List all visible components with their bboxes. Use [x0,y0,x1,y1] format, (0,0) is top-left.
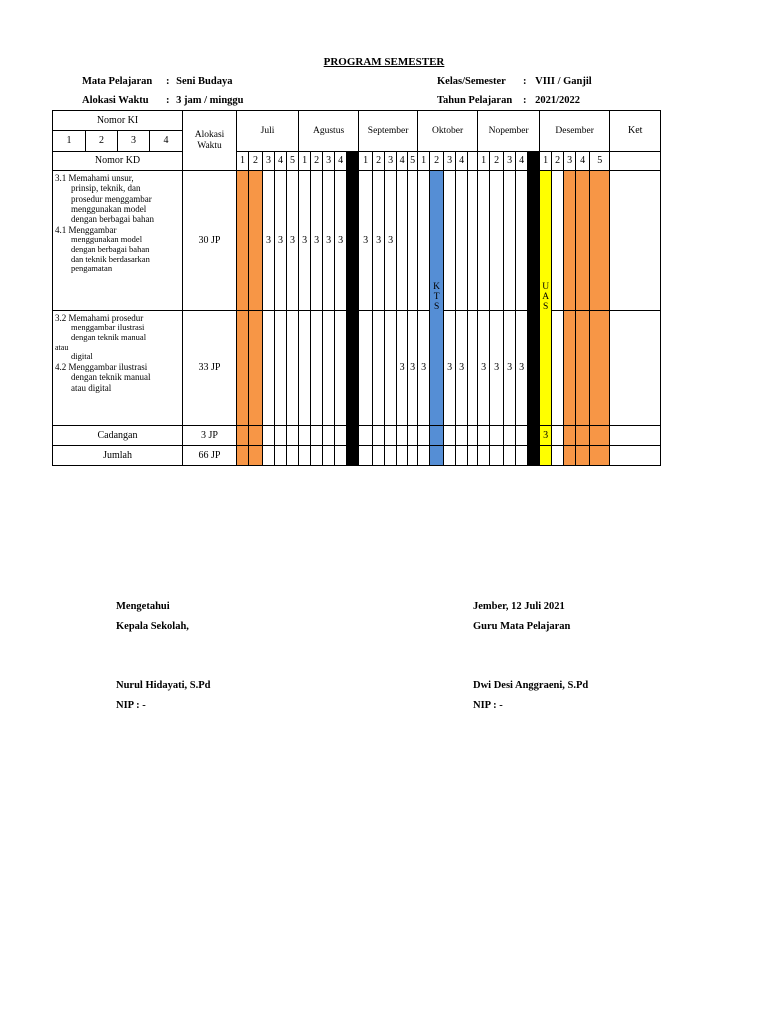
sig-left-line2: Kepala Sekolah, [116,621,189,632]
week-cell [490,426,504,446]
week-cell [576,311,590,426]
week-cell [347,426,359,446]
week-cell: 3 [444,311,456,426]
class-label: Kelas/Semester [437,76,506,87]
ket-cell [610,171,661,311]
week-number: 5 [287,152,299,171]
header-nomor-kd: Nomor KD [53,152,183,171]
semester-schedule-table [52,110,661,466]
week-cell [564,171,576,311]
week-cell [540,446,552,466]
header-month-oktober: Oktober [418,111,478,152]
week-number: 1 [540,152,552,171]
week-cell [275,311,287,426]
week-cell [444,171,456,311]
week-cell [275,446,287,466]
week-cell [359,426,373,446]
week-cell [444,426,456,446]
ket-cell [610,426,661,446]
week-number: 3 [504,152,516,171]
week-cell [564,311,576,426]
week-cell [359,446,373,466]
week-cell [397,446,408,466]
week-cell [249,311,263,426]
kd-line: dengan teknik manual [71,372,151,383]
alokasi-value: 33 JP [183,311,237,426]
kd-line: menggunakan model [71,234,143,245]
header-month-agustus: Agustus [299,111,359,152]
week-cell [263,311,275,426]
week-cell: 3 [335,171,347,311]
week-cell [263,426,275,446]
week-cell [263,446,275,466]
week-cell [299,446,311,466]
kd-line: atau [55,342,69,352]
week-number: 1 [237,152,249,171]
week-number: 1 [359,152,373,171]
week-number: 2 [249,152,263,171]
week-number: 2 [373,152,385,171]
week-number: 1 [418,152,430,171]
week-cell [528,446,540,466]
week-cell [456,446,468,466]
week-number: 4 [275,152,287,171]
week-cell [311,446,323,466]
week-cell [249,446,263,466]
kd-line: dengan berbagai bahan [71,243,150,254]
week-cell [299,311,311,426]
header-nomor-ki: Nomor KI [53,111,183,131]
week-cell [237,171,249,311]
week-cell: 3 [323,171,335,311]
week-number [468,152,478,171]
week-cell [430,426,444,446]
kd-line: digital [71,351,93,362]
kd-line: dengan berbagai bahan [71,214,154,225]
ket-cell [610,311,661,426]
uas-letter: S [543,301,549,312]
page-title: PROGRAM SEMESTER [323,56,445,68]
week-cell [275,426,287,446]
week-cell: 3 [456,311,468,426]
week-cell [490,446,504,466]
header-alokasi-waktu: Alokasi Waktu [183,111,237,171]
week-cell: 3 [418,311,430,426]
week-cell [504,446,516,466]
week-cell [576,446,590,466]
week-cell [249,171,263,311]
week-cell [249,426,263,446]
week-cell [478,446,490,466]
week-cell [347,446,359,466]
class-info [437,76,592,87]
header-month-desember: Desember [540,111,610,152]
week-cell [373,426,385,446]
uas-label [540,283,551,313]
week-cell [323,446,335,466]
jumlah-alokasi: 66 JP [183,446,237,466]
week-cell [456,426,468,446]
ket-cell [610,446,661,466]
ket-cell [610,152,661,171]
week-number: 4 [335,152,347,171]
week-number: 2 [490,152,504,171]
week-cell [347,171,359,311]
ki-number: 1 [53,131,86,152]
ki-number: 4 [150,131,183,152]
week-cell [335,426,347,446]
week-cell: 3 [490,311,504,426]
week-cell [564,426,576,446]
week-cell [237,311,249,426]
week-cell: 3 [287,171,299,311]
week-cell: 3 [504,311,516,426]
time-label: Alokasi Waktu [82,95,149,106]
week-cell [504,171,516,311]
time-sep: : [166,95,170,106]
week-cell [323,311,335,426]
week-cell [418,426,430,446]
week-number: 1 [299,152,311,171]
week-cell [373,446,385,466]
kd-line: menggambar ilustrasi [71,322,145,333]
uas-letter: U [542,282,550,293]
subject-info [82,76,232,87]
week-number: 4 [397,152,408,171]
week-cell [311,311,323,426]
cadangan-label: Cadangan [53,426,183,446]
week-cell [287,311,299,426]
kts-column [430,171,444,426]
week-cell [397,171,408,311]
week-cell [552,446,564,466]
week-cell [576,426,590,446]
week-cell [287,446,299,466]
kd-line: dengan teknik manual [71,332,147,343]
header-ket: Ket [610,111,661,152]
week-cell [478,171,490,311]
week-cell [430,446,444,466]
week-cell: 3 [373,171,385,311]
kts-label [430,283,443,313]
ki-number: 2 [86,131,118,152]
sig-left-nip: NIP : - [116,700,146,711]
kd-line: prinsip, teknik, dan [71,183,141,194]
kd-line: 4.2 Menggambar ilustrasi [55,361,148,372]
week-cell [347,311,359,426]
week-number: 2 [311,152,323,171]
week-cell [468,311,478,426]
kd-description [53,171,183,311]
week-cell [516,171,528,311]
week-cell [335,311,347,426]
week-cell: 3 [275,171,287,311]
week-cell [528,311,540,426]
kd-line: 3.2 Memahami prosedur [55,313,144,323]
week-cell [335,446,347,466]
week-cell [516,446,528,466]
week-number: 3 [444,152,456,171]
subject-sep: : [166,76,170,87]
week-cell: 3 [299,171,311,311]
week-cell [504,426,516,446]
year-value: 2021/2022 [535,95,581,106]
subject-value: Seni Budaya [176,76,233,87]
header-month-nopember: Nopember [478,111,540,152]
kts-letter: S [433,301,440,312]
week-number: 3 [564,152,576,171]
week-cell [385,446,397,466]
week-number: 4 [576,152,590,171]
week-number: 4 [516,152,528,171]
sig-left-line1: Mengetahui [116,601,170,612]
week-cell: 3 [263,171,275,311]
week-cell [590,426,610,446]
week-cell [311,426,323,446]
week-cell [552,171,564,311]
week-cell: 3 [397,311,408,426]
week-cell [408,171,418,311]
kts-letter: K [433,282,441,293]
week-number: 3 [385,152,397,171]
week-cell [408,446,418,466]
week-cell [444,446,456,466]
week-cell: 3 [359,171,373,311]
week-cell [564,446,576,466]
kd-line: 4.1 Menggambar [55,224,117,235]
week-cell [408,426,418,446]
kd-line: atau digital [71,382,112,393]
subject-label: Mata Pelajaran [82,76,153,87]
week-number: 5 [408,152,418,171]
week-cell: 3 [540,426,552,446]
jumlah-label: Jumlah [53,446,183,466]
header-month-juli: Juli [237,111,299,152]
week-number: 3 [263,152,275,171]
week-number [528,152,540,171]
sig-right-nip: NIP : - [473,700,503,711]
year-label: Tahun Pelajaran [437,95,513,106]
week-cell [590,446,610,466]
week-number: 2 [430,152,444,171]
kd-description [53,311,183,426]
week-cell [237,446,249,466]
week-cell [456,171,468,311]
week-cell [385,426,397,446]
week-cell [490,171,504,311]
week-cell [576,171,590,311]
week-cell [359,311,373,426]
week-number: 1 [478,152,490,171]
week-cell [237,426,249,446]
week-cell [299,426,311,446]
uas-letter: A [542,292,550,303]
week-cell [323,426,335,446]
week-cell [528,426,540,446]
alokasi-value: 30 JP [183,171,237,311]
sig-right-line2: Guru Mata Pelajaran [473,621,571,632]
sig-right-line1: Jember, 12 Juli 2021 [473,601,565,612]
year-sep: : [523,95,527,106]
week-number [347,152,359,171]
week-number: 3 [323,152,335,171]
kd-line: dan teknik berdasarkan [71,253,150,264]
week-cell [552,311,564,426]
week-cell [516,426,528,446]
kd-line: 3.1 Memahami unsur, [55,173,134,183]
week-cell [478,426,490,446]
class-value: VIII / Ganjil [535,76,592,87]
sig-left-name: Nurul Hidayati, S.Pd [116,680,211,691]
week-cell: 3 [478,311,490,426]
week-cell [528,171,540,311]
kts-letter: T [433,292,440,303]
week-cell: 3 [408,311,418,426]
kd-line: prosedur menggambar [71,193,152,204]
kd-line: pengamatan [71,263,113,274]
ki-number: 3 [118,131,150,152]
week-cell [590,171,610,311]
week-cell: 3 [385,171,397,311]
header-month-september: September [359,111,418,152]
week-cell [397,426,408,446]
week-cell: 3 [516,311,528,426]
week-cell [418,446,430,466]
week-cell [287,426,299,446]
week-cell [418,171,430,311]
year-info [437,95,580,106]
week-cell [385,311,397,426]
time-value: 3 jam / minggu [176,95,244,106]
week-cell: 3 [311,171,323,311]
cadangan-alokasi: 3 JP [183,426,237,446]
week-cell [468,426,478,446]
week-cell [468,446,478,466]
kd-line: menggunakan model [71,204,147,215]
week-number: 5 [590,152,610,171]
time-info [82,95,244,106]
sig-right-name: Dwi Desi Anggraeni, S.Pd [473,680,589,691]
week-number: 2 [552,152,564,171]
week-cell [552,426,564,446]
uas-column [540,171,552,426]
class-sep: : [523,76,527,87]
week-cell [590,311,610,426]
week-number: 4 [456,152,468,171]
week-cell [468,171,478,311]
week-cell [373,311,385,426]
